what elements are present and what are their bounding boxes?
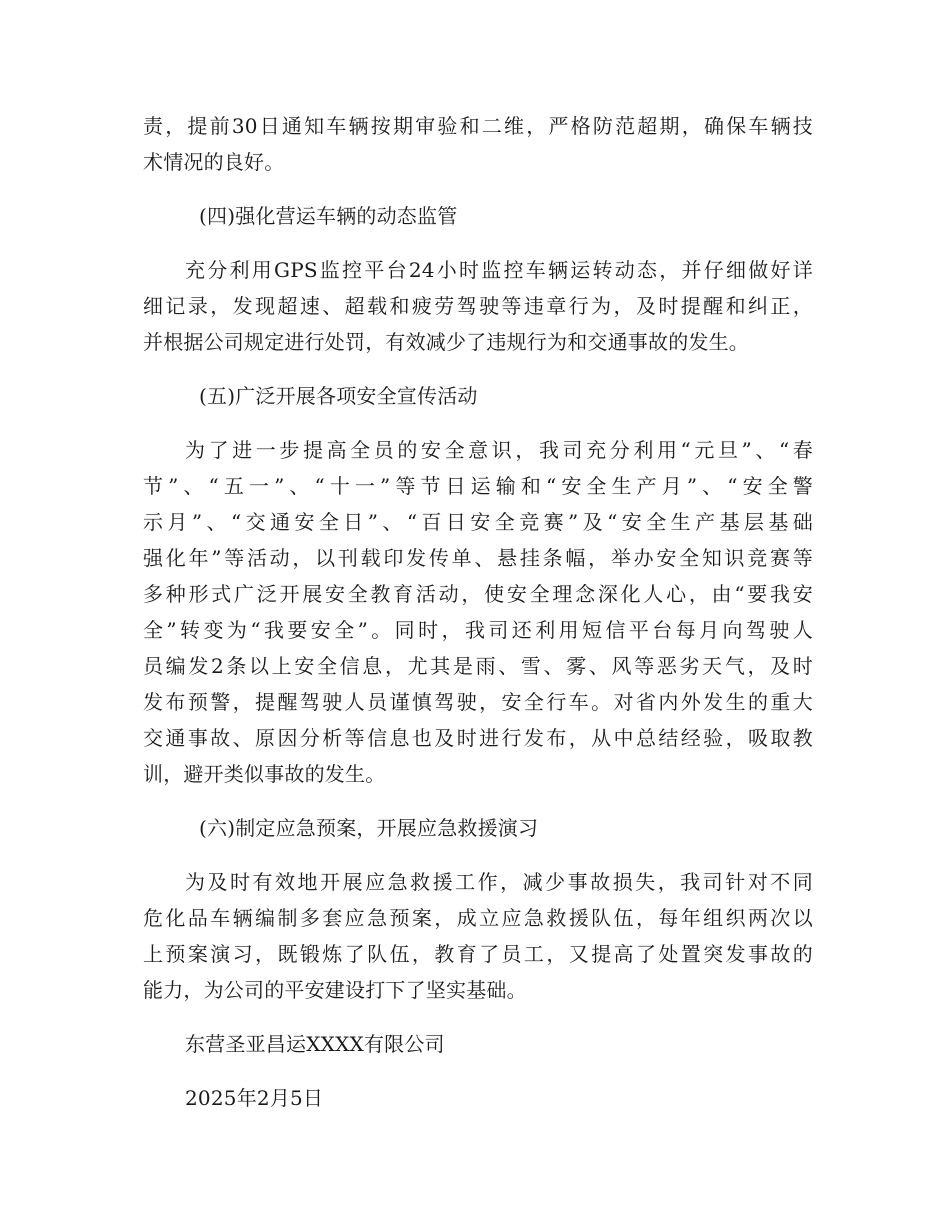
text-line: 交通事故、原因分析等信息也及时进行发布，从中总结经验，吸取教 [143,726,813,750]
section-heading-4: (四)强化营运车辆的动态监管 [199,204,458,228]
paragraph-vehicle-inspection [143,108,813,180]
document-date: 2025年2月5日 [185,1086,324,1110]
text-line: 并根据公司规定进行处罚，有效减少了违规行为和交通事故的发生。 [143,330,749,354]
text-line: 细记录，发现超速、超载和疲劳驾驶等违章行为，及时提醒和纠正， [143,294,813,318]
text-line: 训，避开类似事故的发生。 [143,762,386,786]
text-line: 能力，为公司的平安建设打下了坚实基础。 [143,978,527,1002]
section-heading-5: (五)广泛开展各项安全宣传活动 [199,384,478,408]
text-line: 为及时有效地开展应急救援工作，减少事故损失，我司针对不同 [185,870,813,894]
paragraph-safety-campaign [143,432,813,792]
text-line: 员编发2条以上安全信息，尤其是雨、雪、雾、风等恶劣天气，及时 [143,654,813,678]
text-line: 责，提前30日通知车辆按期审验和二维，严格防范超期，确保车辆技 [143,114,813,138]
paragraph-emergency-drill [143,864,813,1008]
text-line: 节”、“五一”、“十一”等节日运输和“安全生产月”、“安全警 [143,474,813,498]
text-line: 强化年”等活动，以刊载印发传单、悬挂条幅，举办安全知识竞赛等 [143,546,813,570]
text-line: 术情况的良好。 [143,150,285,174]
text-line: 发布预警，提醒驾驶人员谨慎驾驶，安全行车。对省内外发生的重大 [143,690,813,714]
company-signature: 东营圣亚昌运XXXX有限公司 [185,1032,445,1056]
text-line: 为了进一步提高全员的安全意识，我司充分利用“元旦”、“春 [185,438,813,462]
text-line: 充分利用GPS监控平台24小时监控车辆运转动态，并仔细做好详 [185,258,813,282]
text-line: 上预案演习，既锻炼了队伍，教育了员工，又提高了处置突发事故的 [143,942,813,966]
paragraph-gps-monitoring [143,252,813,360]
section-heading-6: (六)制定应急预案，开展应急救援演习 [199,816,539,840]
document-page [143,108,813,1116]
text-line: 全”转变为“我要安全”。同时，我司还利用短信平台每月向驾驶人 [143,618,813,642]
text-line: 多种形式广泛开展安全教育活动，使安全理念深化人心，由“要我安 [143,582,813,606]
text-line: 危化品车辆编制多套应急预案，成立应急救援队伍，每年组织两次以 [143,906,813,930]
text-line: 示月”、“交通安全日”、“百日安全竞赛”及“安全生产基层基础 [143,510,813,534]
